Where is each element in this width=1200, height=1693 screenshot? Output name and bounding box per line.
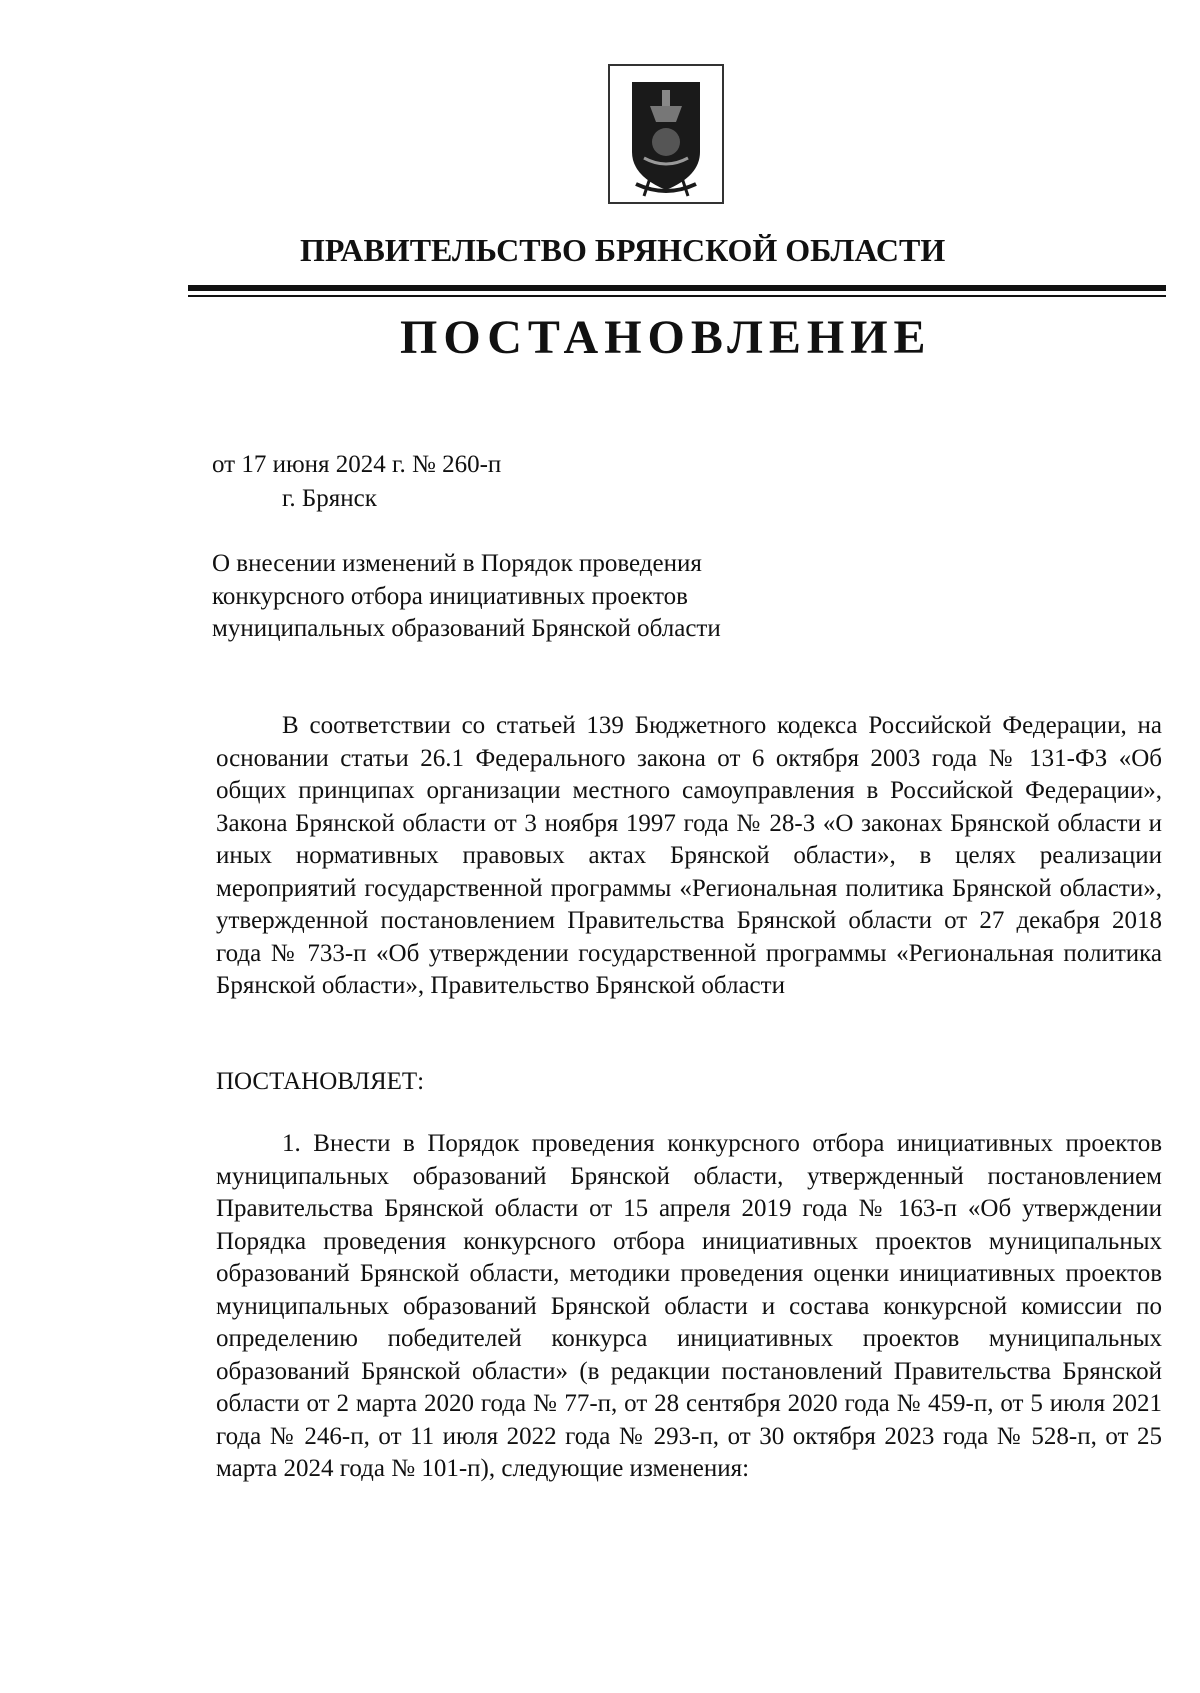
subject-line: муниципальных образований Брянской области (212, 615, 721, 642)
coat-of-arms-icon (608, 64, 724, 204)
document-type-title: ПОСТАНОВЛЕНИЕ (400, 311, 932, 364)
item-1-paragraph: 1. Внести в Порядок проведения конкурсного отбора инициативных проектов муниципальных образований Брянской области, утвержденный постановлением Правительства Брянской области от 15 апреля 2019 года № 163-п «Об утверждении Порядка проведения конкурсного отбора инициативных проектов муниципальных образований Брянской области, методики проведения оценки инициативных проектов муниципальных образований Брянской области и состава конкурсной комиссии по определению победителей конкурса инициативных проектов муниципальных образований Брянской области» (в редакции постановлений Правительства Брянской области от 2 марта 2020 года № 77-п, от 28 сентября 2020 года № 459-п, от 5 июля 2021 года № 246-п, от 11 июля 2022 года № 293-п, от 30 октября 2023 года № 528-п, от 25 марта 2024 года № 101-п), следующие изменения: (216, 1130, 1162, 1482)
government-title: ПРАВИТЕЛЬСТВО БРЯНСКОЙ ОБЛАСТИ (300, 232, 946, 268)
subject-line: конкурсного отбора инициативных проектов (212, 582, 688, 610)
header-divider-thick (188, 285, 1166, 291)
city-line: г. Брянск (282, 485, 377, 512)
subject-line: О внесении изменений в Порядок проведения (212, 550, 702, 577)
date-number-line: от 17 июня 2024 г. № 260-п (212, 451, 502, 478)
decree-word: ПОСТАНОВЛЯЕТ: (216, 1068, 425, 1095)
document-subject (212, 548, 792, 646)
preamble-paragraph: В соответствии со статьей 139 Бюджетного кодекса Российской Федерации, на основании статьи 26.1 Федерального закона от 6 октября 2003 года № 131-ФЗ «Об общих принципах организации местного самоуправления в Российской Федерации», Закона Брянской области от 3 ноября 1997 года № 28-З «О законах Брянской области и иных нормативных правовых актах Брянской области», в целях реализации мероприятий государственной программы «Региональная политика Брянской области», утвержденной постановлением Правительства Брянской области от 27 декабря 2018 года № 733-п «Об утверждении государственной программы «Региональная политика Брянской области», Правительство Брянской области (216, 712, 1162, 999)
header-divider-thin (188, 295, 1166, 297)
